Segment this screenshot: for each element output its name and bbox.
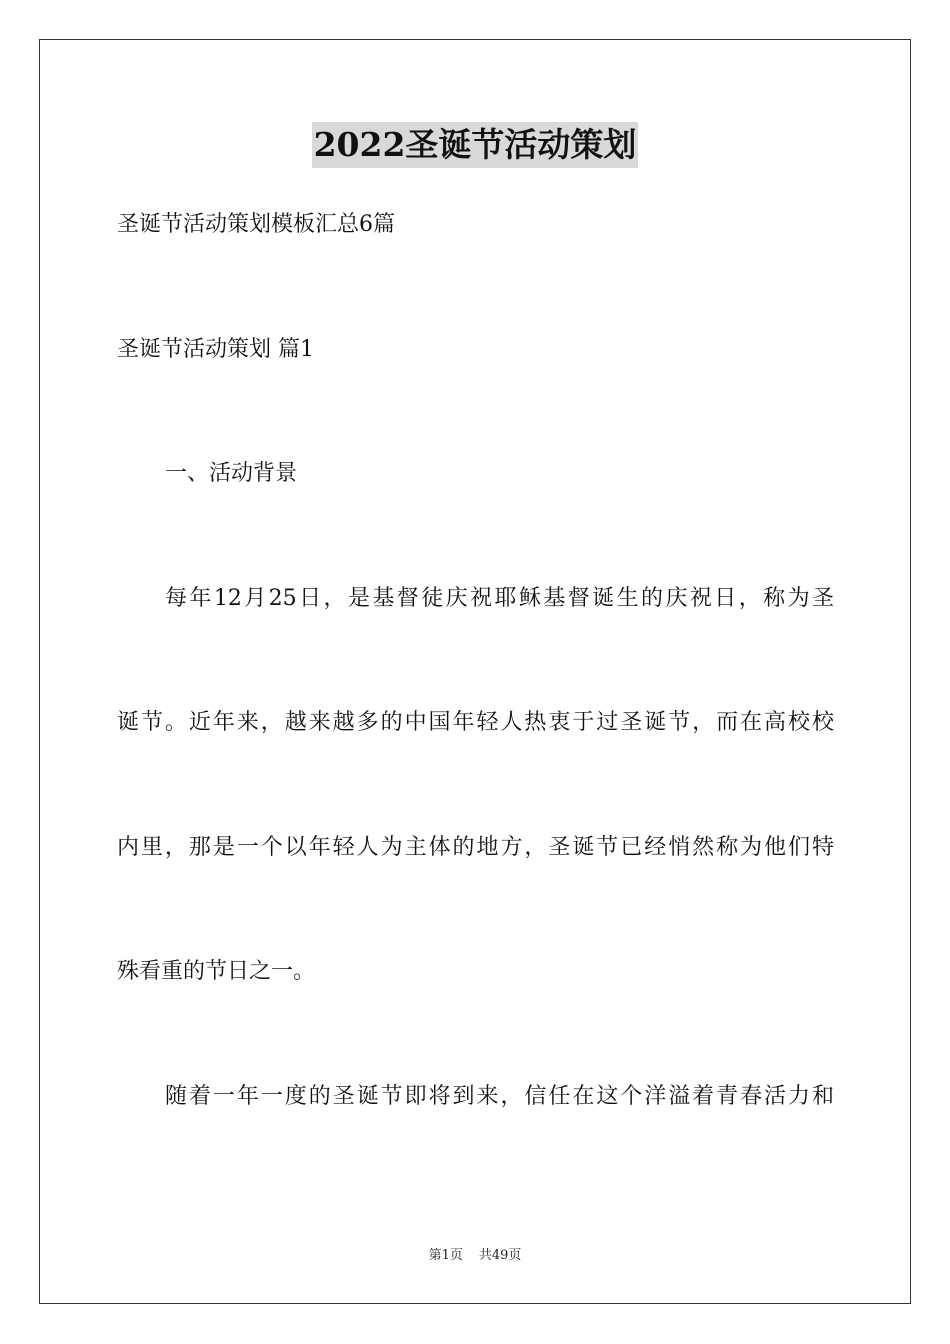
subsection-heading: 一、活动背景	[165, 461, 298, 486]
paragraph-line: 诞节。近年来，越来越多的中国年轻人热衷于过圣诞节，而在高校校	[117, 710, 834, 735]
document-title-text: 2022圣诞节活动策划	[312, 122, 639, 168]
page-number: 第1页	[428, 1248, 463, 1263]
document-subtitle: 圣诞节活动策划模板汇总6篇	[117, 212, 395, 237]
page-total: 共49页	[478, 1248, 522, 1263]
page-footer	[0, 1247, 950, 1265]
document-title	[0, 122, 950, 168]
paragraph-line: 每年12月25日，是基督徒庆祝耶稣基督诞生的庆祝日，称为圣	[165, 586, 834, 611]
paragraph-line: 随着一年一度的圣诞节即将到来，信任在这个洋溢着青春活力和	[165, 1084, 834, 1109]
paragraph-line: 殊看重的节日之一。	[117, 959, 316, 984]
section-heading: 圣诞节活动策划 篇1	[117, 337, 314, 362]
paragraph-line: 内里，那是一个以年轻人为主体的地方，圣诞节已经悄然称为他们特	[117, 835, 834, 860]
